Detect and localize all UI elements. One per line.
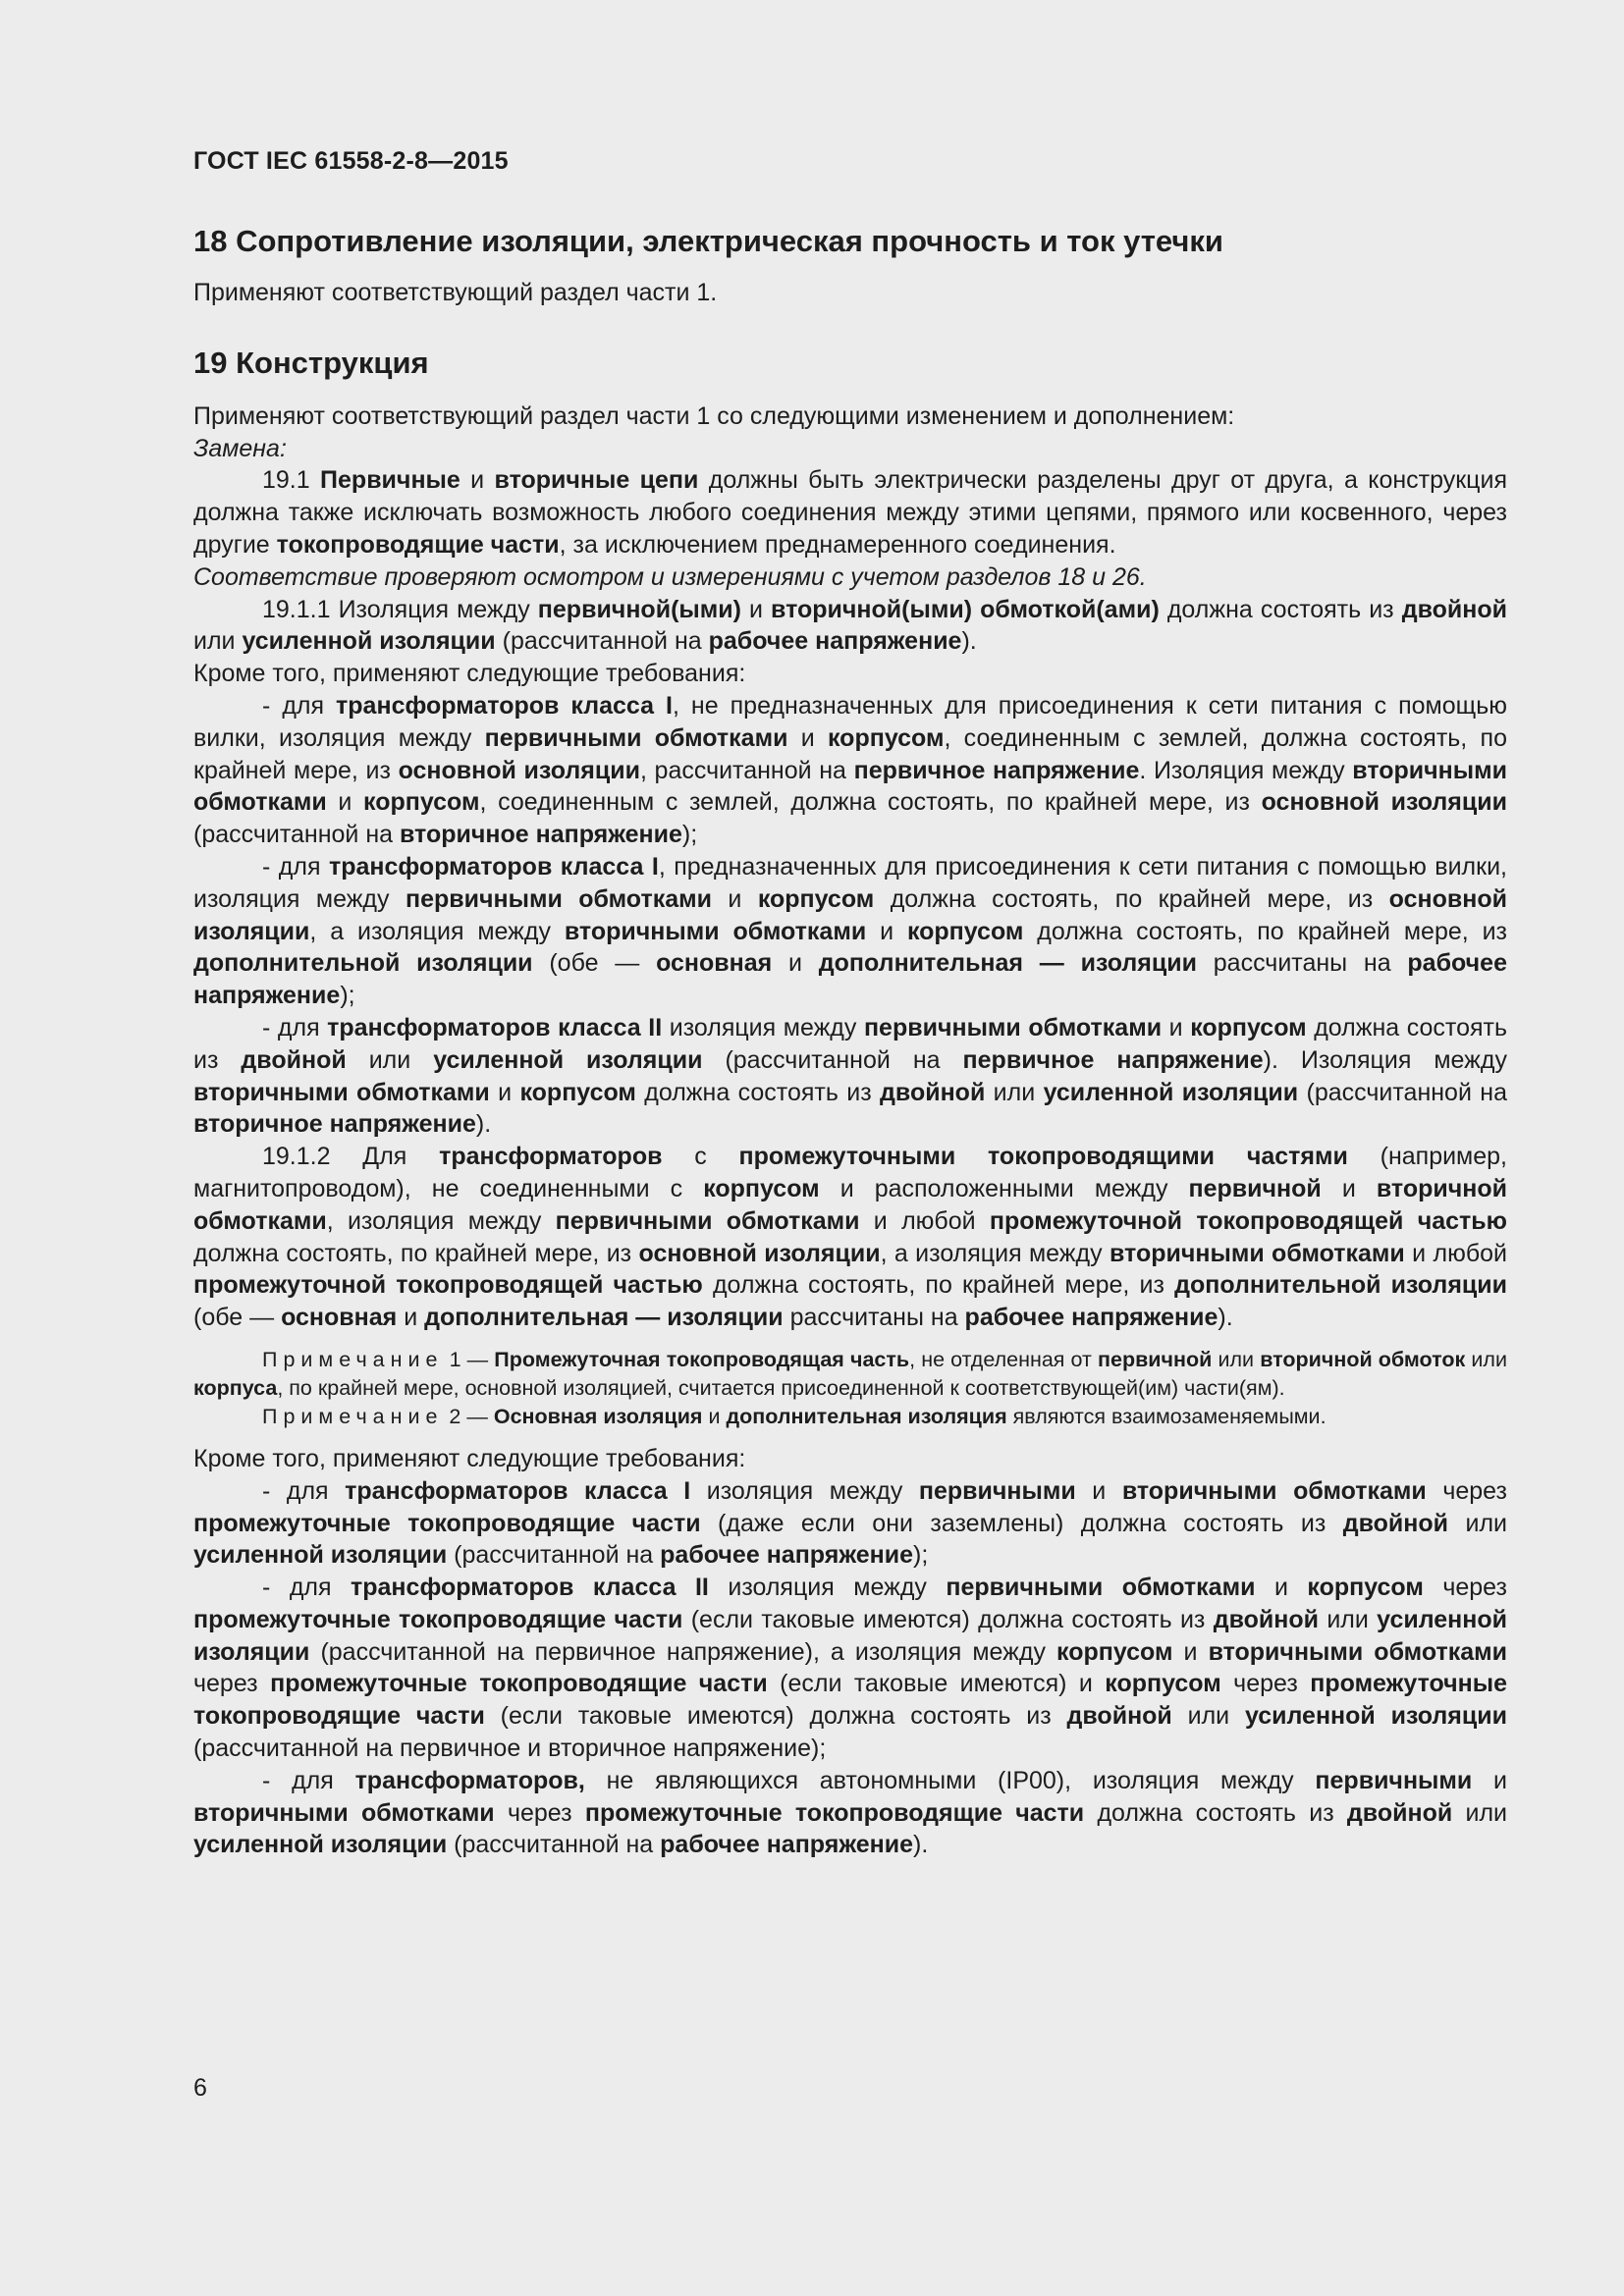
note-1: Примечание 1 — Промежуточная токопроводящая часть, не отделенная от первичной или вторичной обмоток или корпуса, по крайней мере, основной изоляцией, считается присоединенной к соответствующей(им) части(ям). [193, 1347, 1507, 1400]
section-18-text: Применяют соответствующий раздел части 1. [193, 279, 718, 306]
replace-label: Замена: [193, 434, 287, 462]
note-2: Примечание 2 — Основная изоляция и дополнительная изоляция являются взаимозаменяемыми. [262, 1404, 1326, 1428]
list-item-class-1-intermediate: - для трансформаторов класса I изоляция между первичными и вторичными обмотками через промежуточные токопроводящие части (даже если они заземлены) должна состоять из двойной или усиленной изоляции (рассчитанной на рабочее напряжение); [193, 1476, 1507, 1570]
compliance-note: Соответствие проверяют осмотром и измерениями с учетом разделов 18 и 26. [193, 562, 1147, 591]
additional-requirements-1: Кроме того, применяют следующие требования: [193, 660, 746, 688]
notes-block [193, 1346, 1507, 1431]
clause-19-1-2: 19.1.2 Для трансформаторов с промежуточными токопроводящими частями (например, магнитопроводом), не соединенными с корпусом и расположенными между первичной и вторичной обмотками, изоляция между первичными обмотками и любой промежуточной токопроводящей частью должна состоять, по крайней мере, из основной изоляции, а изоляция между вторичными обмотками и любой промежуточной токопроводящей частью должна состоять, по крайней мере, из дополнительной изоляции (обе — основная и дополнительная — изоляции рассчитаны на рабочее напряжение). [193, 1143, 1508, 1332]
page-number: 6 [193, 2074, 207, 2102]
additional-requirements-2: Кроме того, применяют следующие требования: [193, 1444, 746, 1472]
document-header: ГОСТ IEC 61558-2-8—2015 [193, 147, 509, 175]
list-item-class-2: - для трансформаторов класса II изоляция между первичными обмотками и корпусом должна состоять из двойной или усиленной изоляции (рассчитанной на первичное напряжение). Изоляция между вторичными обмотками и корпусом должна состоять из двойной или усиленной изоляции (рассчитанной на вторичное напряжение). [193, 1013, 1508, 1139]
list-item-class-1-no-plug: - для трансформаторов класса I, не предназначенных для присоединения к сети питания с помощью вилки, изоляция между первичными обмотками и корпусом, соединенным с землей, должна состоять, по крайней мере, из основной изоляции, рассчитанной на первичное напряжение. Изоляция между вторичными обмотками и корпусом, соединенным с землей, должна состоять, по крайней мере, из основной изоляции (рассчитанной на вторичное напряжение); [193, 691, 1507, 849]
clause-19-1-1: 19.1.1 Изоляция между первичной(ыми) и вторичной(ыми) обмоткой(ами) должна состоять из двойной или усиленной изоляции (рассчитанной на рабочее напряжение). [193, 595, 1508, 656]
list-item-class-1-plug: - для трансформаторов класса I, предназначенных для присоединения к сети питания с помощью вилки, изоляция между первичными обмотками и корпусом должна состоять, по крайней мере, из основной изоляции, а изоляция между вторичными обмотками и корпусом должна состоять, по крайней мере, из дополнительной изоляции (обе — основная и дополнительная — изоляции рассчитаны на рабочее напряжение); [193, 852, 1508, 1010]
document-body [193, 222, 1507, 1861]
list-item-class-2-intermediate: - для трансформаторов класса II изоляция между первичными обмотками и корпусом через промежуточные токопроводящие части (если таковые имеются) должна состоять из двойной или усиленной изоляции (рассчитанной на первичное напряжение), а изоляция между корпусом и вторичными обмотками через промежуточные токопроводящие части (если таковые имеются) и корпусом через промежуточные токопроводящие части (если таковые имеются) должна состоять из двойной или усиленной изоляции (рассчитанной на первичное и вторичное напряжение); [193, 1574, 1508, 1763]
section-19-title: 19 Конструкция [193, 345, 429, 380]
section-19-intro: Применяют соответствующий раздел части 1 со следующими изменением и дополнением: [193, 401, 1235, 430]
section-18-title: 18 Сопротивление изоляции, электрическая прочность и ток утечки [193, 224, 1223, 258]
clause-19-1: 19.1 Первичные и вторичные цепи должны быть электрически разделены друг от друга, а конструкция должна также исключать возможность любого соединения между этими цепями, прямого или косвенного, через другие токопроводящие части, за исключением преднамеренного соединения. [193, 466, 1507, 559]
list-item-non-autonomous: - для трансформаторов, не являющихся автономными (IP00), изоляция между первичными и вторичными обмотками через промежуточные токопроводящие части должна состоять из двойной или усиленной изоляции (рассчитанной на рабочее напряжение). [193, 1766, 1508, 1859]
